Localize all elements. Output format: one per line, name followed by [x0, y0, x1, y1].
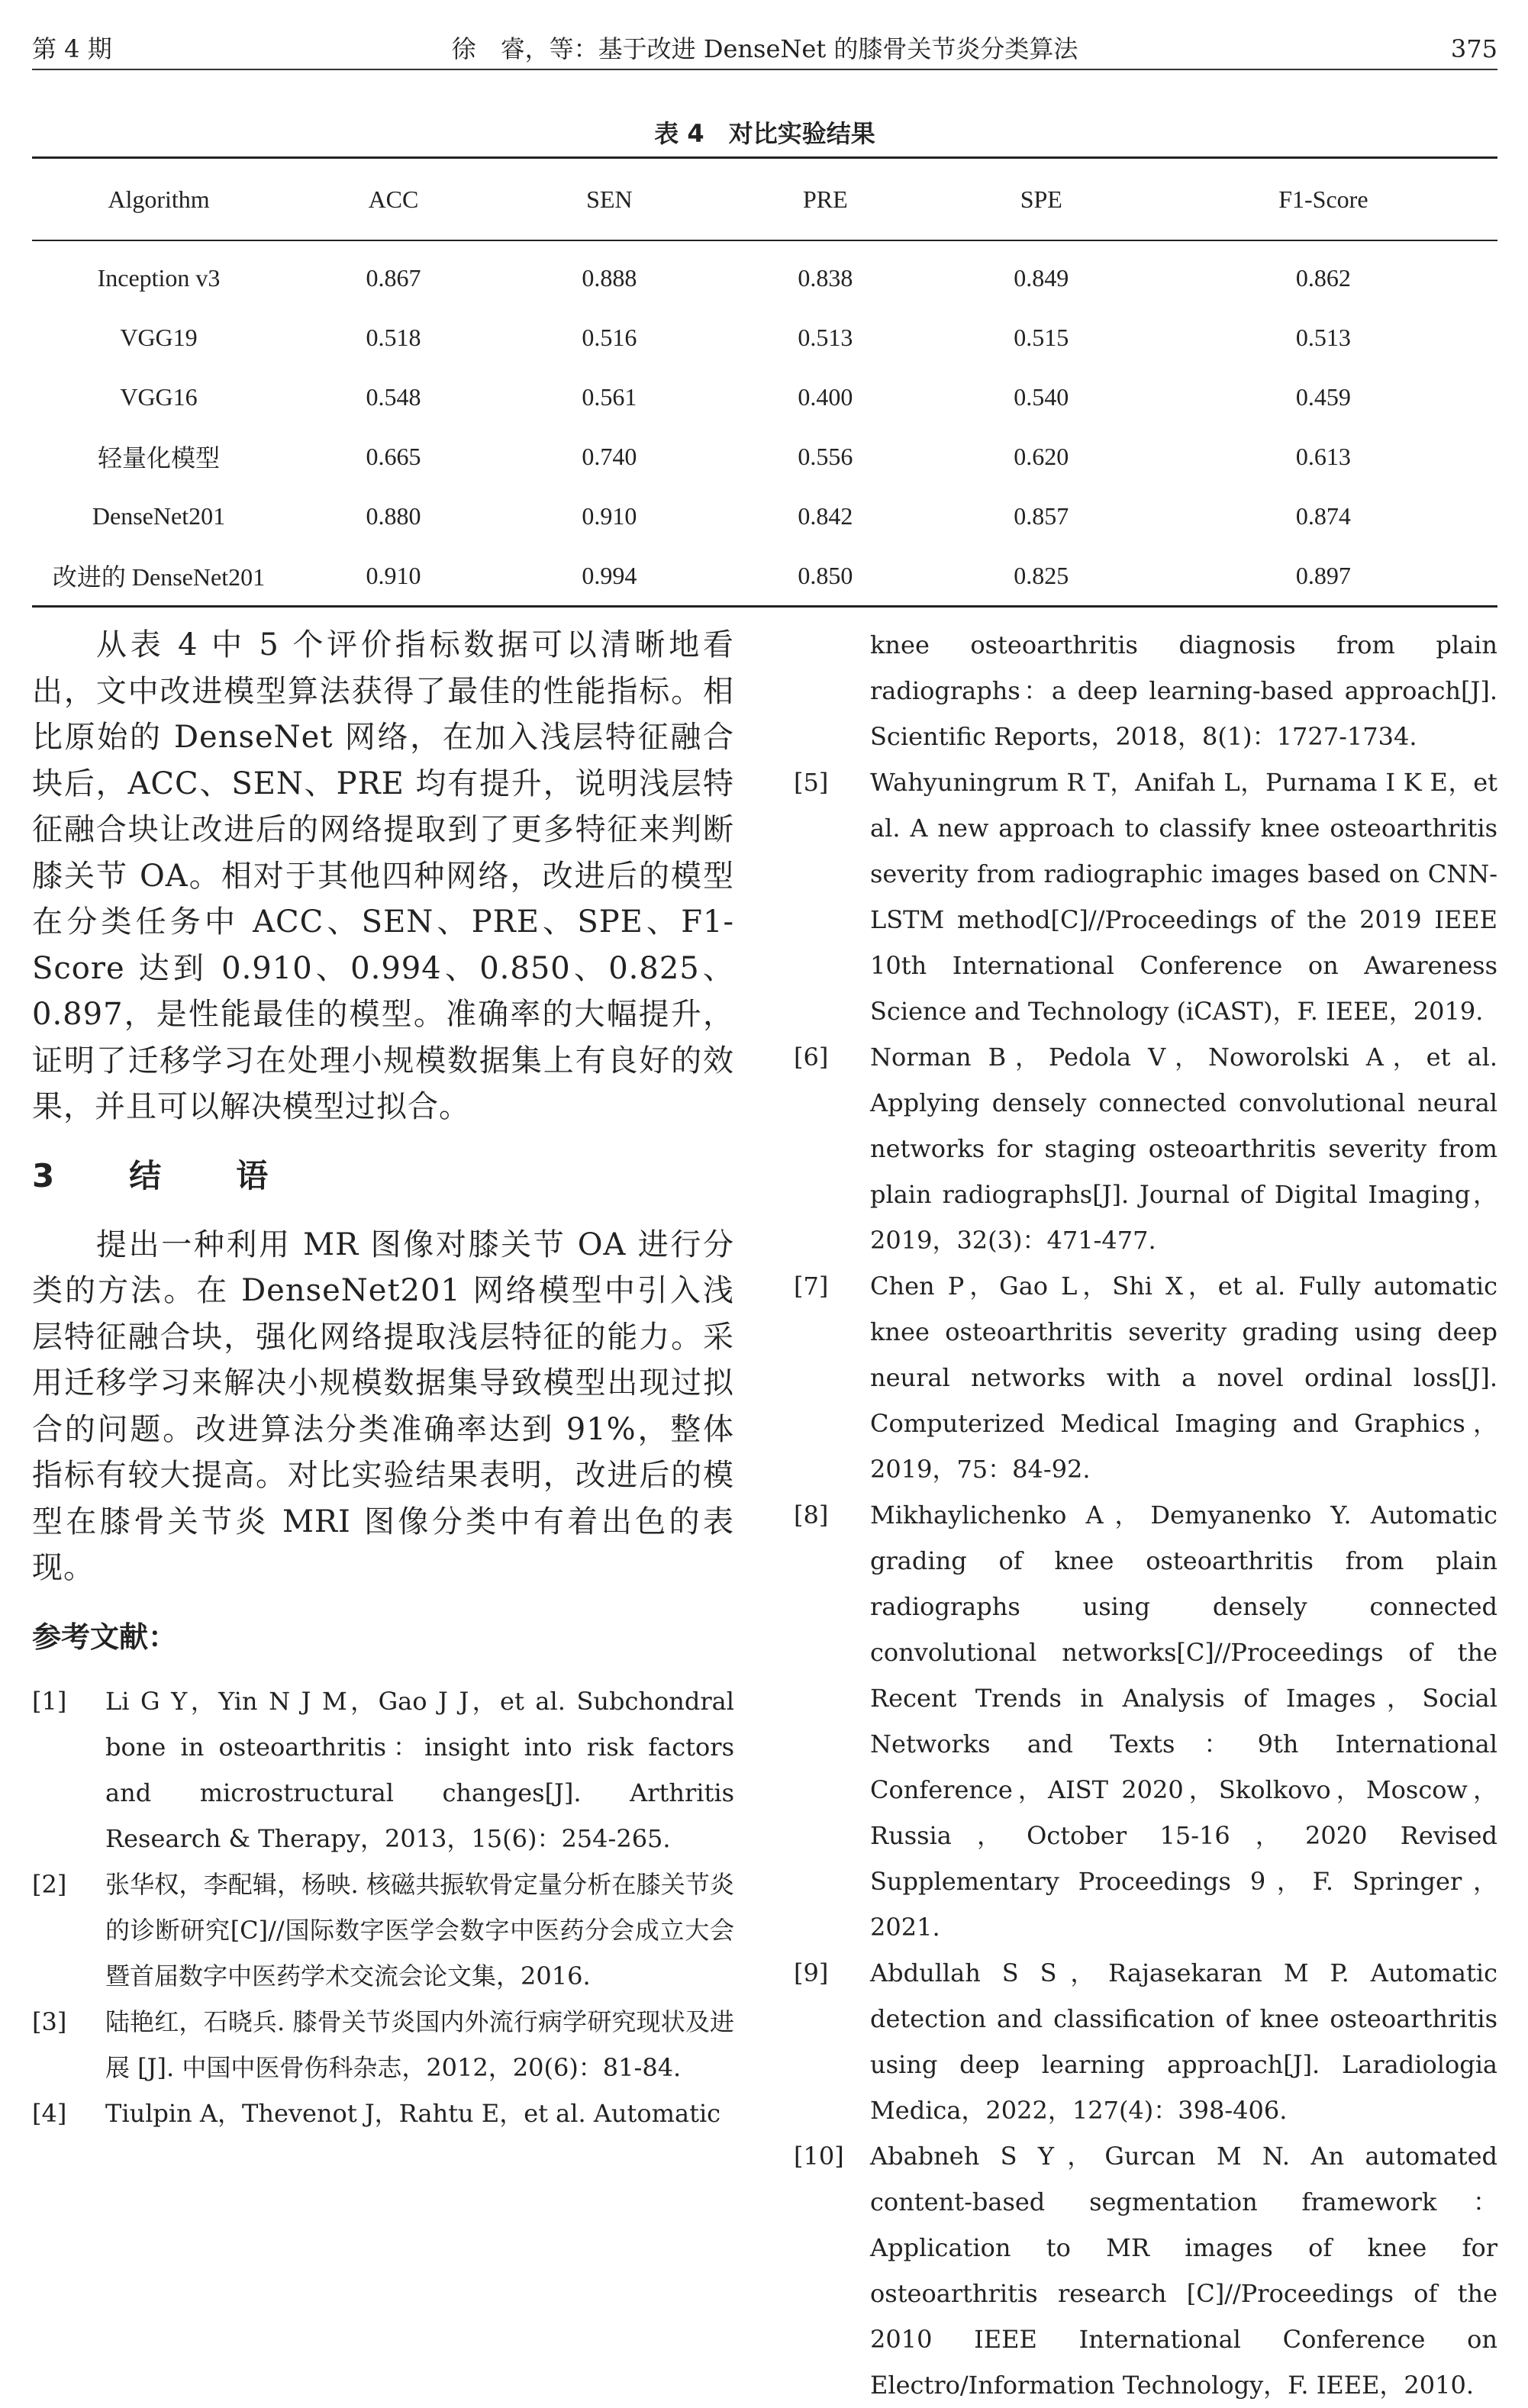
table-cell: 0.910 — [285, 546, 501, 607]
reference-item — [794, 2133, 1497, 2408]
reference-text: 陆艳红，石晓兵. 膝骨关节炎国内外流行病学研究现状及进展 [J]. 中国中医骨伤科杂志，2012，20(6)：81-84. — [105, 2007, 734, 2082]
reference-text: Ababneh S Y，Gurcan M N. An automated content-based segmentation framework：Application to MR images of knee for osteoarthritis research [C]//Proceedings of the 2010 IEEE International Conference on Electro/Information Technology，F. IEEE，2010. — [870, 2142, 1497, 2400]
table-row — [32, 486, 1497, 546]
table-cell: DenseNet201 — [92, 501, 226, 530]
table-caption: 表 4 对比实验结果 — [654, 119, 875, 148]
table-row — [32, 367, 1497, 427]
table-cell: 轻量化模型 — [97, 444, 220, 472]
reference-item — [794, 1492, 1497, 1950]
body-paragraph: 提出一种利用 MR 图像对膝关节 OA 进行分类的方法。在 DenseNet201 网络模型中引入浅层特征融合块，强化网络提取浅层特征的能力。采用迁移学习来解决小规模数据集导致模型出现过拟合的问题。改进算法分类准确率达到 91%，整体指标有较大提高。对比实验结果表明，改进后的模型在膝骨关节炎 MRI 图像分类中有着出色的表现。 — [32, 1227, 734, 1585]
page-header — [32, 29, 1497, 70]
page-number: 375 — [1450, 34, 1497, 63]
column-header: ACC — [285, 158, 501, 241]
table-cell: 0.849 — [1014, 263, 1069, 292]
table-cell: 0.838 — [798, 263, 853, 292]
reference-item — [32, 1999, 734, 2090]
reference-item — [794, 1263, 1497, 1492]
table-cell: 0.910 — [582, 501, 637, 530]
section-title: 3 结 语 — [32, 1156, 290, 1194]
reference-text: Norman B，Pedola V，Noworolski A，et al. Applying densely connected convolutional neural networks for staging osteoarthritis severity from plain radiographs[J]. Journal of Digital Imaging，2019，32(3)：471-477. — [870, 1043, 1497, 1255]
right-column — [794, 622, 1497, 2408]
table-cell: 0.513 — [798, 323, 853, 351]
table-cell: 0.897 — [1149, 546, 1497, 607]
table-cell: 0.518 — [366, 323, 421, 351]
table-cell: 0.994 — [501, 546, 717, 607]
table-cell: 0.459 — [1295, 382, 1351, 411]
reference-number: [7] — [794, 1272, 829, 1301]
reference-text: knee osteoarthritis diagnosis from plain radiographs：a deep learning-based approach[J]. Scientific Reports，2018，8(1)：1727-1734. — [870, 630, 1497, 751]
reference-item — [794, 622, 1497, 759]
table-cell: 0.620 — [1014, 442, 1069, 470]
table-cell: 改进的 DenseNet201 — [32, 546, 285, 607]
table-cell: 0.862 — [1295, 263, 1351, 292]
table-cell: 0.515 — [1014, 323, 1069, 351]
left-column — [32, 622, 734, 2136]
table-cell: 0.561 — [582, 382, 637, 411]
reference-text: 张华权，李配辑，杨映. 核磁共振软骨定量分析在膝关节炎的诊断研究[C]//国际数字医学会数字中医药分会成立大会暨首届数字中医药学术交流会论文集，2016. — [105, 1869, 734, 1991]
table-row — [32, 427, 1497, 486]
column-header: SEN — [501, 158, 717, 241]
results-table — [32, 156, 1497, 608]
reference-number: [9] — [794, 1958, 829, 1987]
table-cell: Inception v3 — [97, 263, 221, 292]
table-cell: 0.516 — [582, 323, 637, 351]
reference-item — [32, 1862, 734, 1999]
table-cell: 0.857 — [1014, 501, 1069, 530]
table-cell: 0.665 — [366, 442, 421, 470]
table-header-row — [32, 158, 1497, 241]
reference-number: [1] — [32, 1686, 67, 1716]
table-cell: 0.740 — [582, 442, 637, 470]
table-cell: 0.867 — [366, 263, 421, 292]
table-cell: 0.556 — [798, 442, 853, 470]
table-cell: 0.613 — [1295, 442, 1351, 470]
running-title: 徐 睿，等：基于改进 DenseNet 的膝骨关节炎分类算法 — [451, 34, 1078, 63]
reference-number: [8] — [794, 1501, 829, 1530]
reference-item — [32, 2090, 734, 2136]
reference-item — [32, 1678, 734, 1862]
reference-text: Mikhaylichenko A，Demyanenko Y. Automatic grading of knee osteoarthritis from plain radiographs using densely connected convolutional networks[C]//Proceedings of the Recent Trends in Analysis of Images，Social Networks and Texts：9th International Conference，AIST 2020，Skolkovo，Moscow，Russia，October 15-16，2020 Revised Supplementary Proceedings 9，F. Springer，2021. — [870, 1501, 1497, 1942]
table-row — [32, 240, 1497, 308]
issue-label: 第 4 期 — [32, 34, 112, 63]
table-cell: 0.850 — [717, 546, 933, 607]
table-cell: 0.548 — [366, 382, 421, 411]
reference-text: Chen P，Gao L，Shi X，et al. Fully automatic knee osteoarthritis severity grading using deep neural networks with a novel ordinal loss[J]. Computerized Medical Imaging and Graphics，2019，75：84-92. — [870, 1272, 1497, 1484]
body-paragraph: 从表 4 中 5 个评价指标数据可以清晰地看出，文中改进模型算法获得了最佳的性能指标。相比原始的 DenseNet 网络，在加入浅层特征融合块后，ACC、SEN、PRE 均有提升，说明浅层特征融合块让改进后的网络提取到了更多特征来判断膝关节 OA。相对于其他四种网络，改进后的模型在分类任务中 ACC、SEN、PRE、SPE、F1-Score 达到 0.910、0.994、0.850、0.825、0.897，是性能最佳的模型。准确率的大幅提升，证明了迁移学习在处理小规模数据集上有良好的效果，并且可以解决模型过拟合。 — [32, 627, 734, 1124]
table-cell: 0.513 — [1295, 323, 1351, 351]
reference-text: Wahyuningrum R T，Anifah L，Purnama I K E，et al. A new approach to classify knee osteoarthritis severity from radiographic images based on CNN-LSTM method[C]//Proceedings of the 2019 IEEE 10th International Conference on Awareness Science and Technology (iCAST)，F. IEEE，2019. — [870, 768, 1497, 1026]
reference-item — [794, 1950, 1497, 2133]
reference-item — [794, 1034, 1497, 1263]
reference-number: [4] — [32, 2098, 67, 2128]
table-cell: 0.825 — [933, 546, 1149, 607]
reference-item — [794, 759, 1497, 1034]
references-title: 参考文献： — [32, 1620, 178, 1654]
column-header: PRE — [717, 158, 933, 241]
column-header: SPE — [933, 158, 1149, 241]
table-cell: 0.874 — [1295, 501, 1351, 530]
table-cell: VGG16 — [120, 382, 198, 411]
reference-text: Li G Y，Yin N J M，Gao J J，et al. Subchondral bone in osteoarthritis：insight into risk factors and microstructural changes[J]. Arthritis Research & Therapy，2013，15(6)：254-265. — [105, 1686, 734, 1853]
reference-number: [10] — [794, 2142, 844, 2171]
column-header: F1-Score — [1149, 158, 1497, 241]
table-cell: VGG19 — [120, 323, 198, 351]
reference-number: [3] — [32, 2007, 67, 2036]
table-cell: 0.400 — [798, 382, 853, 411]
table-cell: 0.888 — [582, 263, 637, 292]
reference-number: [6] — [794, 1043, 829, 1072]
table-row — [32, 546, 1497, 607]
table-row — [32, 308, 1497, 367]
table-cell: 0.540 — [1014, 382, 1069, 411]
table-cell: 0.880 — [366, 501, 421, 530]
table-cell: 0.842 — [798, 501, 853, 530]
reference-number: [2] — [32, 1869, 67, 1899]
column-header: Algorithm — [32, 158, 285, 241]
reference-text: Abdullah S S，Rajasekaran M P. Automatic detection and classification of knee osteoarthritis using deep learning approach[J]. Laradiologia Medica，2022，127(4)：398-406. — [870, 1958, 1497, 2125]
reference-text: Tiulpin A，Thevenot J，Rahtu E，et al. Automatic — [105, 2098, 721, 2128]
reference-number: [5] — [794, 768, 829, 797]
